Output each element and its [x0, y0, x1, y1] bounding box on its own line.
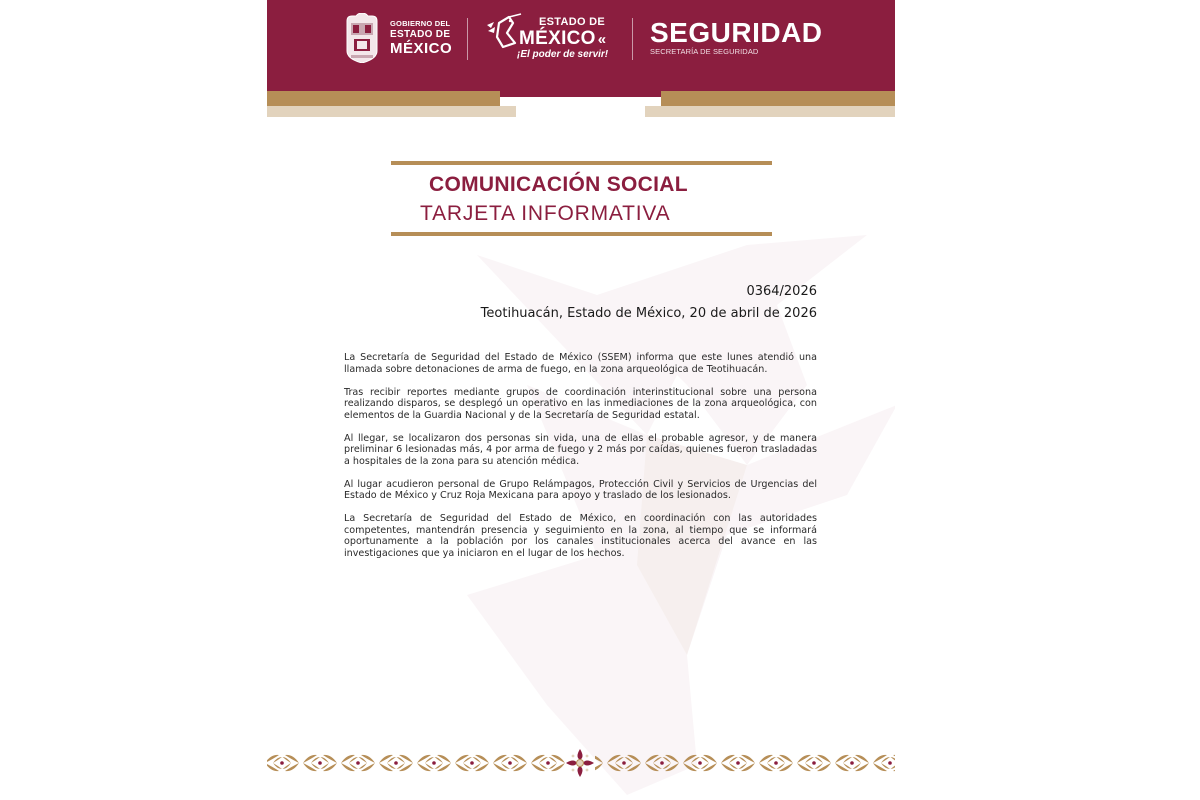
footer-ornament-border	[267, 748, 895, 778]
government-line-2: ESTADO DE	[390, 28, 451, 40]
document-body	[344, 352, 817, 571]
title-rule-top	[391, 161, 772, 165]
guillemet-icon: «	[597, 31, 607, 48]
header-divider	[632, 18, 633, 60]
header-gold-bar-left	[267, 91, 500, 106]
header-beige-bar-left	[267, 106, 516, 117]
agency-name: SEGURIDAD	[650, 17, 823, 48]
state-slogan: ¡El poder de servir!	[517, 49, 609, 60]
flower-ornament-icon	[566, 749, 594, 777]
agency-subtitle: SECRETARÍA DE SEGURIDAD	[650, 47, 759, 56]
header-beige-bar-right	[645, 106, 895, 117]
title-main: COMUNICACIÓN SOCIAL	[429, 173, 688, 196]
paragraph: La Secretaría de Seguridad del Estado de México (SSEM) informa que este lunes atendió una llamada sobre detonaciones de arma de fuego, en la zona arqueológica de Teotihuacán.	[344, 352, 817, 375]
paragraph: Tras recibir reportes mediante grupos de coordinación interinstitucional sobre una persona realizando disparos, se desplegó un operativo en las inmediaciones de la zona arqueológica, con elementos de la Guardia Nacional y de la Secretaría de Seguridad estatal.	[344, 386, 817, 421]
header-divider	[467, 18, 468, 60]
paragraph: La Secretaría de Seguridad del Estado de México, en coordinación con las autoridades competentes, mantendrán presencia y seguimiento en la zona, al tiempo que se informará oportunamente a la población por los canales institucionales acerca del avance en las investigaciones que ya iniciaron en el lugar de los hechos.	[344, 513, 817, 559]
paragraph: Al lugar acudieron personal de Grupo Relámpagos, Protección Civil y Servicios de Urgencias del Estado de México y Cruz Roja Mexicana para apoyo y traslado de los lesionados.	[344, 478, 817, 501]
government-line-3: MÉXICO	[390, 39, 453, 57]
government-line-1: GOBIERNO DEL	[390, 19, 451, 28]
reference-number: 0364/2026	[746, 284, 817, 299]
title-subtitle: TARJETA INFORMATIVA	[420, 202, 671, 225]
state-brand-line-1: ESTADO DE	[539, 16, 606, 28]
press-card-page	[267, 0, 895, 800]
government-wordmark	[390, 20, 452, 56]
title-rule-bottom	[391, 232, 772, 236]
header-notch	[500, 97, 661, 106]
place-and-date: Teotihuacán, Estado de México, 20 de abril de 2026	[480, 306, 817, 321]
state-brand-name: MÉXICO	[519, 28, 596, 49]
state-coat-of-arms-icon	[343, 13, 381, 63]
agency-wordmark	[650, 19, 823, 56]
header-band	[267, 0, 895, 97]
state-brand-wordmark	[519, 17, 608, 60]
header-gold-bar-right	[661, 91, 895, 106]
paragraph: Al llegar, se localizaron dos personas sin vida, una de ellas el probable agresor, y de manera preliminar 6 lesionadas más, 4 por arma de fuego y 2 más por caídas, quienes fueron trasladadas a hospitales de la zona para su atención médica.	[344, 432, 817, 467]
state-brand-line-2	[519, 29, 608, 48]
